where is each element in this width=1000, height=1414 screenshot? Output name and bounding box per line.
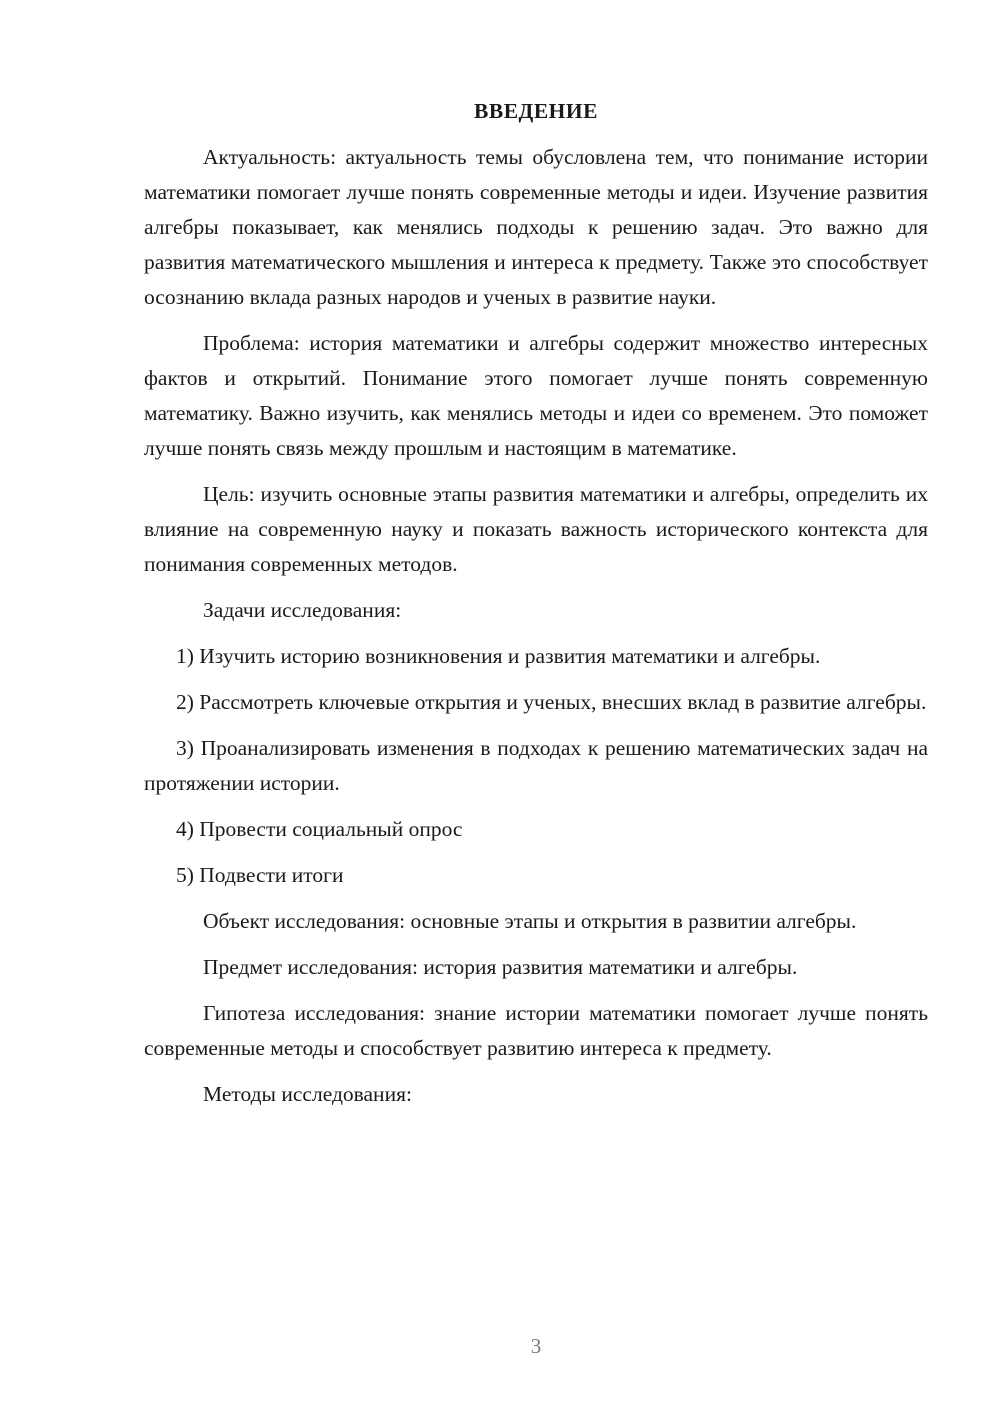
task-item-3: 3) Проанализировать изменения в подходах к решению математических задач на протяжении истории. [144, 736, 928, 795]
page-title: ВВЕДЕНИЕ [474, 99, 598, 123]
goal-paragraph: Цель: изучить основные этапы развития математики и алгебры, определить их влияние на современную науку и показать важность исторического контекста для понимания современных методов. [144, 482, 928, 576]
page-number: 3 [530, 1334, 542, 1358]
task-item-5: 5) Подвести итоги [176, 863, 344, 887]
relevance-paragraph: Актуальность: актуальность темы обусловлена тем, что понимание истории математики помогает лучше понять современные методы и идеи. Изучение развития алгебры показывает, как менялись подходы к решению задач. Это важно для развития математического мышления и интереса к предмету. Также это способствует осознанию вклада разных народов и ученых в развитие науки. [144, 145, 928, 309]
task-item-4: 4) Провести социальный опрос [176, 817, 463, 841]
hypothesis-paragraph: Гипотеза исследования: знание истории математики помогает лучше понять современные методы и способствует развитию интереса к предмету. [144, 1001, 928, 1060]
task-item-1: 1) Изучить историю возникновения и развития математики и алгебры. [176, 644, 821, 668]
object-paragraph: Объект исследования: основные этапы и открытия в развитии алгебры. [203, 909, 857, 933]
task-item-2: 2) Рассмотреть ключевые открытия и ученых, внесших вклад в развитие алгебры. [176, 690, 927, 714]
methods-heading: Методы исследования: [203, 1082, 412, 1106]
document-page [144, 94, 928, 1123]
problem-paragraph: Проблема: история математики и алгебры содержит множество интересных фактов и открытий. Понимание этого помогает лучше понять современную математику. Важно изучить, как менялись методы и идеи со временем. Это поможет лучше понять связь между прошлым и настоящим в математике. [144, 331, 928, 460]
subject-paragraph: Предмет исследования: история развития математики и алгебры. [203, 955, 798, 979]
tasks-heading: Задачи исследования: [203, 598, 402, 622]
